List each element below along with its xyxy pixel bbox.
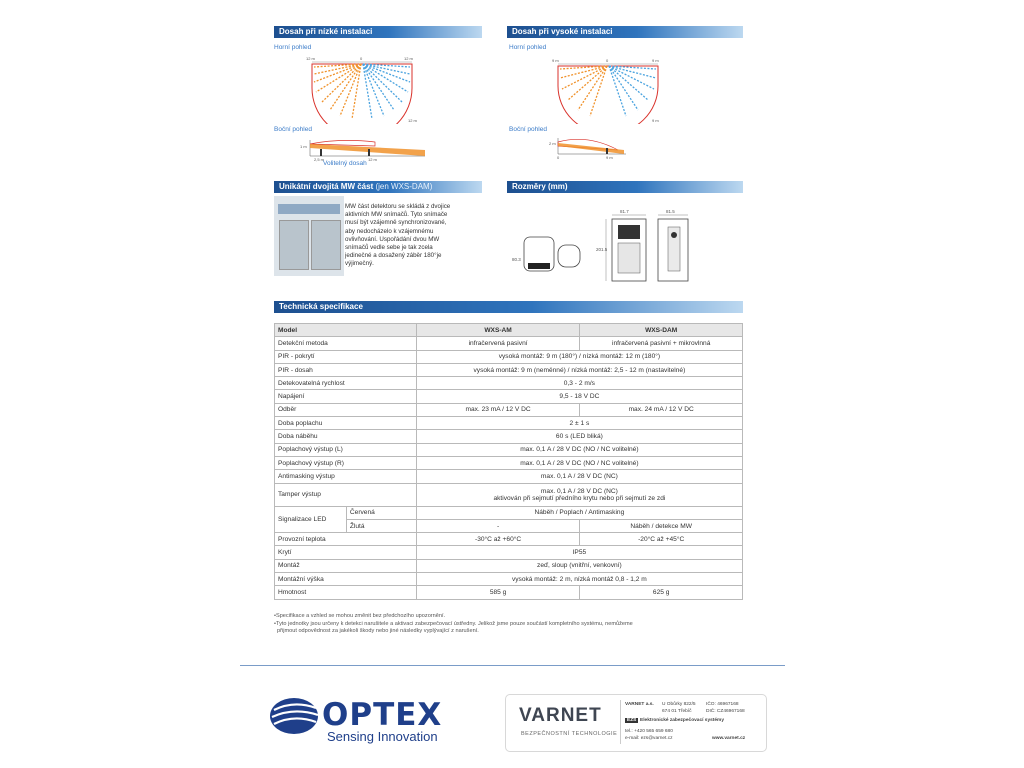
high-top-view-label: Horní pohled — [509, 44, 547, 51]
low-top-view-label: Horní pohled — [274, 44, 312, 51]
varnet-address-1: U Obůrky 822/5 — [662, 702, 696, 707]
table-row: Montáž zeď, sloup (vnitřní, venkovní) — [275, 559, 743, 572]
varnet-dic: DIČ: CZ46967168 — [706, 709, 745, 714]
dim-width-1: 81.7 — [620, 209, 629, 214]
section-high-install: Dosah při vysoké instalaci — [507, 26, 743, 38]
section-spec: Technická specifikace — [274, 301, 743, 313]
optex-tagline: Sensing Innovation — [327, 729, 438, 744]
low-side-view-label: Boční pohled — [274, 126, 312, 133]
optex-globe-icon — [268, 696, 320, 736]
optex-logo: OPTEX — [322, 697, 443, 733]
section-dimensions: Rozměry (mm) — [507, 181, 743, 193]
spec-table — [274, 323, 743, 600]
varnet-address-2: 674 01 Třebíč — [662, 709, 692, 714]
section-mw: Unikátní dvojitá MW část (jen WXS-DAM) — [274, 181, 482, 193]
svg-text:9 m: 9 m — [652, 58, 659, 63]
table-row: Provozní teplota -30°C až +60°C -20°C až +45°C — [275, 533, 743, 546]
svg-text:1 m: 1 m — [300, 144, 307, 149]
high-top-view-diagram — [552, 56, 664, 124]
varnet-website[interactable]: www.varnet.cz — [712, 736, 746, 741]
low-dim-mid: 0 — [360, 56, 363, 61]
dim-height-2: 80.3 — [512, 257, 521, 262]
table-row: Krytí IP55 — [275, 546, 743, 559]
varnet-divider — [620, 700, 621, 744]
svg-text:9 m: 9 m — [652, 118, 659, 123]
table-row: Detekovatelná rychlost 0,3 - 2 m/s — [275, 377, 743, 390]
varnet-phone: tel.: +420 565 659 680 — [625, 729, 673, 734]
varnet-ico: IČO: 46967168 — [706, 702, 739, 707]
low-dim-left: 12 m — [306, 56, 315, 61]
low-side-view-diagram — [300, 136, 430, 162]
footer-divider — [240, 665, 785, 666]
varnet-logo: VARNET — [519, 705, 602, 726]
svg-text:2 m: 2 m — [549, 141, 556, 146]
section-low-install: Dosah při nízké instalaci — [274, 26, 482, 38]
table-row: Doba poplachu 2 ± 1 s — [275, 417, 743, 430]
varnet-subtitle: BEZPEČNOSTNÍ TECHNOLOGIE — [521, 731, 618, 737]
svg-text:2,5 m: 2,5 m — [314, 157, 325, 162]
svg-text:9 m: 9 m — [552, 58, 559, 63]
table-row: Montážní výška vysoká montáž: 2 m, nízká montáž 0,8 - 1,2 m — [275, 573, 743, 586]
table-row: Doba náběhu 60 s (LED bliká) — [275, 430, 743, 443]
varnet-email[interactable]: e-mail: ezs@varnet.cz — [625, 736, 673, 741]
footnotes: •Specifikace a vzhled se mohou změnit bez předchozího upozornění. •Tyto jednotky jsou určeny k detekci narušitele a aktivaci zabezpečovací ústředny. Jelikož jsme pouze součástí kompletního systému, nemůžeme přijmout odpovědnost za jakékoli škody nebo jiné následky vyplývající z narušení. — [274, 613, 633, 634]
dim-height-1: 201.5 — [596, 247, 608, 252]
mw-description: MW část detektoru se skládá z dvojice aktivních MW snímačů. Tyto snímače musí být vzájemně synchronizované, aby nedocházelo k vzájemnému ovlivňování. Uspořádání dvou MW snímačů vedle sebe je tak zcela jedinečné a dosažený záběr 180°je výjimečný. — [345, 203, 451, 268]
table-row: PIR - pokrytí vysoká montáž: 9 m (180°) / nízká montáž: 12 m (180°) — [275, 350, 743, 363]
svg-text:12 m: 12 m — [368, 157, 377, 162]
table-header-row: Model WXS-AM WXS-DAM — [275, 324, 743, 337]
table-row-led-yellow: Žlutá - Náběh / detekce MW — [275, 519, 743, 532]
table-row: PIR - dosah vysoká montáž: 9 m (neměnné) / nízká montáž: 2,5 - 12 m (nastavitelné) — [275, 363, 743, 376]
table-row: Detekční metoda infračervená pasivní infračervená pasivní + mikrovlnná — [275, 337, 743, 350]
table-row: Napájení 9,5 - 18 V DC — [275, 390, 743, 403]
svg-text:0: 0 — [606, 58, 609, 63]
low-dim-bottom: 12 m — [408, 118, 417, 123]
table-row: Poplachový výstup (L) max. 0,1 A / 28 V DC (NO / NC volitelné) — [275, 443, 743, 456]
table-row: Odběr max. 23 mA / 12 V DC max. 24 mA / 12 V DC — [275, 403, 743, 416]
dimensions-drawing — [510, 205, 730, 285]
high-side-view-label: Boční pohled — [509, 126, 547, 133]
table-row: Poplachový výstup (R) max. 0,1 A / 28 V DC (NO / NC volitelné) — [275, 456, 743, 469]
varnet-company: VARNET a.s. — [625, 702, 654, 707]
svg-text:0: 0 — [557, 155, 560, 160]
table-row-led-red: Signalizace LED Červená Náběh / Poplach / Antimasking — [275, 506, 743, 519]
low-dim-right: 12 m — [404, 56, 413, 61]
dim-width-2: 81.5 — [666, 209, 675, 214]
table-row: Hmotnost 585 g 625 g — [275, 586, 743, 599]
svg-text:9 m: 9 m — [606, 155, 613, 160]
optional-range-label: Volitelný dosah — [323, 160, 367, 167]
table-row: Antimasking výstup max. 0,1 A / 28 V DC (NC) — [275, 470, 743, 483]
mw-product-photo — [274, 196, 344, 276]
ezs-text: Elektronické zabezpečovací systémy — [640, 718, 724, 723]
low-top-view-diagram — [302, 54, 422, 124]
ezs-badge: EZS — [627, 718, 637, 723]
table-row-tamper: Tamper výstup max. 0,1 A / 28 V DC (NC) aktivován při sejmutí předního krytu nebo při sejmutí ze zdi — [275, 483, 743, 506]
high-side-view-diagram — [548, 134, 628, 160]
